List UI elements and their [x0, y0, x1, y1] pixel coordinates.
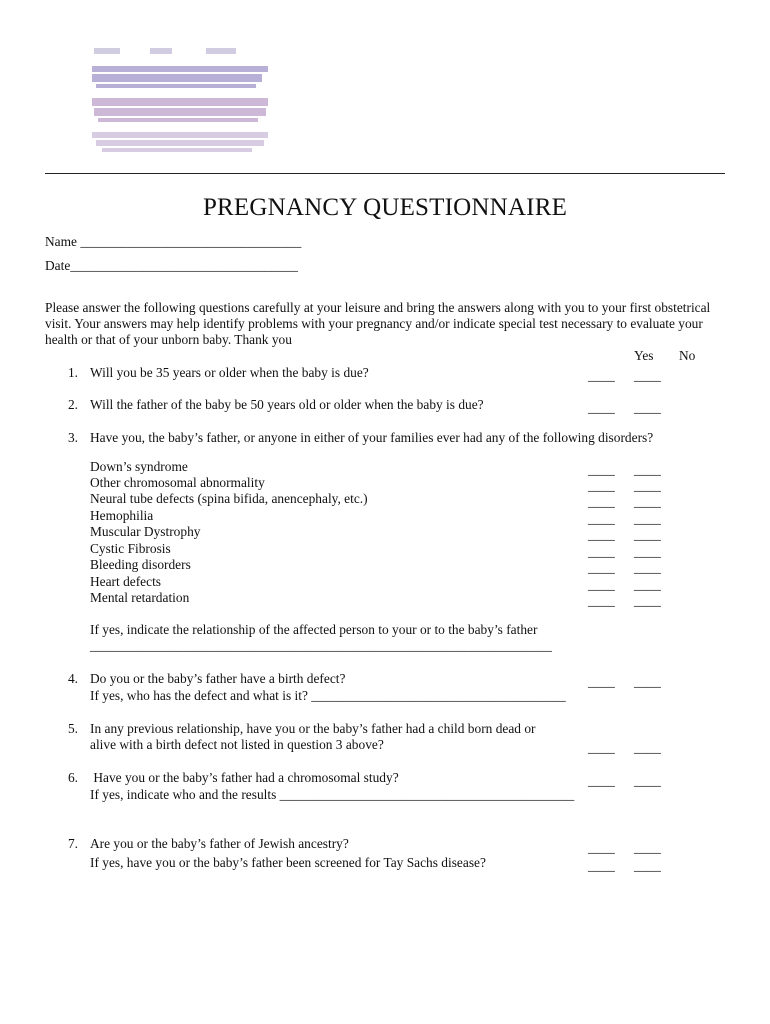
question-3-text: Have you, the baby’s father, or anyone in either of your families ever had any of the following disorders? — [90, 430, 654, 445]
q6-followup-field[interactable]: If yes, indicate who and the results ____________________________________________ — [90, 787, 575, 802]
q2-no-blank[interactable]: ____ — [634, 400, 661, 415]
date-row — [45, 258, 298, 274]
disorder-yes-blank[interactable]: ____ — [588, 560, 615, 575]
question-1-text: Will you be 35 years or older when the baby is due? — [90, 365, 369, 380]
disorder-item: Bleeding disorders — [90, 557, 191, 572]
disorder-item: Muscular Dystrophy — [90, 524, 201, 539]
disorder-yes-blank[interactable]: ____ — [588, 527, 615, 542]
yes-column-header: Yes — [634, 348, 654, 363]
disorder-no-blank[interactable]: ____ — [634, 494, 661, 509]
disorder-item: Mental retardation — [90, 590, 190, 605]
question-4-text: Do you or the baby’s father have a birth defect? — [90, 671, 346, 686]
no-column-header: No — [679, 348, 696, 363]
disorder-no-blank[interactable]: ____ — [634, 527, 661, 542]
question-6-text: Have you or the baby’s father had a chromosomal study? — [90, 770, 399, 785]
q5-no-blank[interactable]: ____ — [634, 740, 661, 755]
q6-no-blank[interactable]: ____ — [634, 773, 661, 788]
date-field[interactable]: __________________________________ — [70, 258, 298, 273]
clinic-logo — [88, 44, 272, 156]
disorder-yes-blank[interactable]: ____ — [588, 544, 615, 559]
q3-followup-field[interactable]: _____________________________________________________________________ — [90, 638, 552, 653]
q2-yes-blank[interactable]: ____ — [588, 400, 615, 415]
disorder-item: Neural tube defects (spina bifida, anencephaly, etc.) — [90, 491, 368, 506]
disorder-yes-blank[interactable]: ____ — [588, 494, 615, 509]
question-number: 4. — [67, 671, 78, 686]
q1-yes-blank[interactable]: ____ — [588, 368, 615, 383]
name-label: Name — [45, 234, 77, 249]
disorder-no-blank[interactable]: ____ — [634, 577, 661, 592]
question-5-text-cont: alive with a birth defect not listed in question 3 above? — [90, 737, 384, 752]
disorder-item: Hemophilia — [90, 508, 154, 523]
q6-yes-blank[interactable]: ____ — [588, 773, 615, 788]
date-label: Date — [45, 258, 71, 273]
q1-no-blank[interactable]: ____ — [634, 368, 661, 383]
disorder-yes-blank[interactable]: ____ — [588, 478, 615, 493]
disorder-yes-blank[interactable]: ____ — [588, 593, 615, 608]
name-field[interactable]: _________________________________ — [80, 234, 302, 249]
disorder-yes-blank[interactable]: ____ — [588, 462, 615, 477]
page-title: PREGNANCY QUESTIONNAIRE — [202, 194, 568, 221]
question-7-text-cont: If yes, have you or the baby’s father been screened for Tay Sachs disease? — [90, 855, 486, 870]
question-7-text: Are you or the baby’s father of Jewish ancestry? — [90, 836, 349, 851]
question-number: 5. — [67, 721, 78, 736]
q7b-yes-blank[interactable]: ____ — [588, 858, 615, 873]
disorder-item: Heart defects — [90, 574, 162, 589]
q4-followup-field[interactable]: If yes, who has the defect and what is it? ______________________________________ — [90, 688, 566, 703]
question-number: 1. — [67, 365, 78, 380]
question-2-text: Will the father of the baby be 50 years old or older when the baby is due? — [90, 397, 484, 412]
header-rule — [45, 173, 725, 174]
question-number: 3. — [67, 430, 78, 445]
disorder-no-blank[interactable]: ____ — [634, 511, 661, 526]
q3-followup-text: If yes, indicate the relationship of the affected person to your or to the baby’s father — [90, 622, 538, 637]
disorder-yes-blank[interactable]: ____ — [588, 511, 615, 526]
disorder-no-blank[interactable]: ____ — [634, 462, 661, 477]
disorder-no-blank[interactable]: ____ — [634, 478, 661, 493]
q4-no-blank[interactable]: ____ — [634, 674, 661, 689]
question-number: 6. — [67, 770, 78, 785]
disorder-item: Down’s syndrome — [90, 459, 188, 474]
q4-yes-blank[interactable]: ____ — [588, 674, 615, 689]
name-row — [45, 234, 301, 250]
q7-yes-blank[interactable]: ____ — [588, 840, 615, 855]
disorder-item: Cystic Fibrosis — [90, 541, 171, 556]
disorder-no-blank[interactable]: ____ — [634, 593, 661, 608]
question-number: 2. — [67, 397, 78, 412]
q7-no-blank[interactable]: ____ — [634, 840, 661, 855]
intro-paragraph: Please answer the following questions carefully at your leisure and bring the answers along with you to your first obstetrical visit. Your answers may help identify problems with your pregnancy and/or indicate special test necessary to evaluate your health or that of your unborn baby. Thank you — [45, 300, 711, 347]
question-number: 7. — [67, 836, 78, 851]
q5-yes-blank[interactable]: ____ — [588, 740, 615, 755]
disorder-no-blank[interactable]: ____ — [634, 544, 661, 559]
question-5-text: In any previous relationship, have you or the baby’s father had a child born dead or — [90, 721, 536, 736]
disorder-item: Other chromosomal abnormality — [90, 475, 265, 490]
q7b-no-blank[interactable]: ____ — [634, 858, 661, 873]
disorder-yes-blank[interactable]: ____ — [588, 577, 615, 592]
disorder-no-blank[interactable]: ____ — [634, 560, 661, 575]
